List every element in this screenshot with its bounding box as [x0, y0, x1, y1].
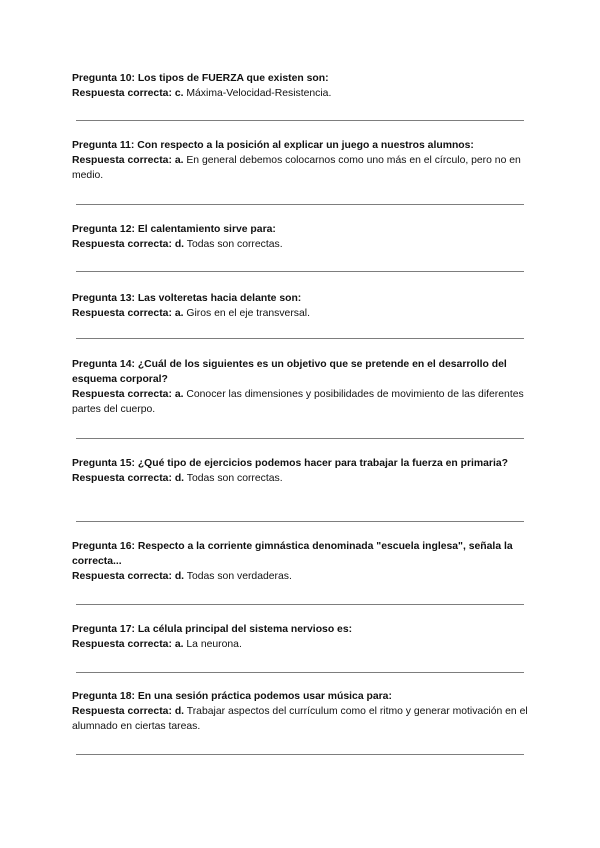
answer-label: Respuesta correcta: [72, 571, 172, 582]
question-block-11 [72, 138, 528, 183]
question-text: Pregunta 17: La célula principal del sistema nervioso es: [72, 624, 353, 635]
question-block-12 [72, 222, 528, 252]
answer-text: Giros en el eje transversal. [186, 308, 310, 319]
answer-line [72, 471, 528, 486]
separator-line [76, 754, 524, 755]
answer-letter: a. [174, 639, 184, 650]
answer-label: Respuesta correcta: [72, 389, 172, 400]
separator-line [76, 604, 524, 605]
answer-letter: d. [174, 239, 185, 250]
answer-text: Trabajar aspectos del currículum como el ritmo y generar motivación en el alumnado en ciertas tareas. [72, 706, 528, 732]
question-text: Pregunta 15: ¿Qué tipo de ejercicios podemos hacer para trabajar la fuerza en primaria? [72, 458, 508, 469]
question-block-16 [72, 539, 528, 584]
separator-line [76, 521, 524, 522]
answer-letter: a. [174, 155, 184, 166]
answer-label: Respuesta correcta: [72, 239, 172, 250]
question-block-14 [72, 357, 528, 417]
answer-line [72, 637, 528, 652]
separator-line [76, 271, 524, 272]
separator-line [76, 204, 524, 205]
answer-line [72, 86, 528, 101]
answer-letter: a. [174, 389, 184, 400]
question-text: Pregunta 14: ¿Cuál de los siguientes es un objetivo que se pretende en el desarrollo del esquema corporal? [72, 359, 507, 385]
question-block-17 [72, 622, 528, 652]
question-text: Pregunta 12: El calentamiento sirve para: [72, 224, 276, 235]
question-block-18 [72, 689, 528, 734]
question-block-13 [72, 291, 528, 321]
question-block-10 [72, 71, 528, 101]
answer-text: Conocer las dimensiones y posibilidades de movimiento de las diferentes partes del cuerpo. [72, 389, 524, 415]
answer-letter: d. [174, 473, 185, 484]
answer-text: La neurona. [186, 639, 242, 650]
answer-line [72, 153, 528, 183]
question-block-15 [72, 456, 528, 486]
answer-text: En general debemos colocarnos como uno más en el círculo, pero no en medio. [72, 155, 521, 181]
answer-line [72, 569, 528, 584]
answer-text: Todas son correctas. [186, 239, 283, 250]
answer-line [72, 237, 528, 252]
answer-label: Respuesta correcta: [72, 473, 172, 484]
answer-letter: c. [174, 88, 184, 99]
answer-letter: d. [174, 571, 185, 582]
answer-label: Respuesta correcta: [72, 155, 172, 166]
answer-label: Respuesta correcta: [72, 308, 172, 319]
answer-letter: a. [174, 308, 184, 319]
answer-line [72, 704, 528, 734]
answer-text: Máxima-Velocidad-Resistencia. [186, 88, 332, 99]
answer-label: Respuesta correcta: [72, 88, 172, 99]
answer-line [72, 306, 528, 321]
question-text: Pregunta 16: Respecto a la corriente gimnástica denominada "escuela inglesa", señala la correcta... [72, 541, 513, 567]
separator-line [76, 438, 524, 439]
question-text: Pregunta 11: Con respecto a la posición al explicar un juego a nuestros alumnos: [72, 140, 474, 151]
answer-line [72, 387, 528, 417]
question-text: Pregunta 13: Las volteretas hacia delante son: [72, 293, 302, 304]
question-text: Pregunta 18: En una sesión práctica podemos usar música para: [72, 691, 392, 702]
answer-letter: d. [174, 706, 185, 717]
answer-label: Respuesta correcta: [72, 639, 172, 650]
answer-text: Todas son correctas. [186, 473, 283, 484]
separator-line [76, 672, 524, 673]
separator-line [76, 120, 524, 121]
answer-label: Respuesta correcta: [72, 706, 172, 717]
question-text: Pregunta 10: Los tipos de FUERZA que existen son: [72, 73, 329, 84]
answer-text: Todas son verdaderas. [186, 571, 292, 582]
separator-line [76, 338, 524, 339]
